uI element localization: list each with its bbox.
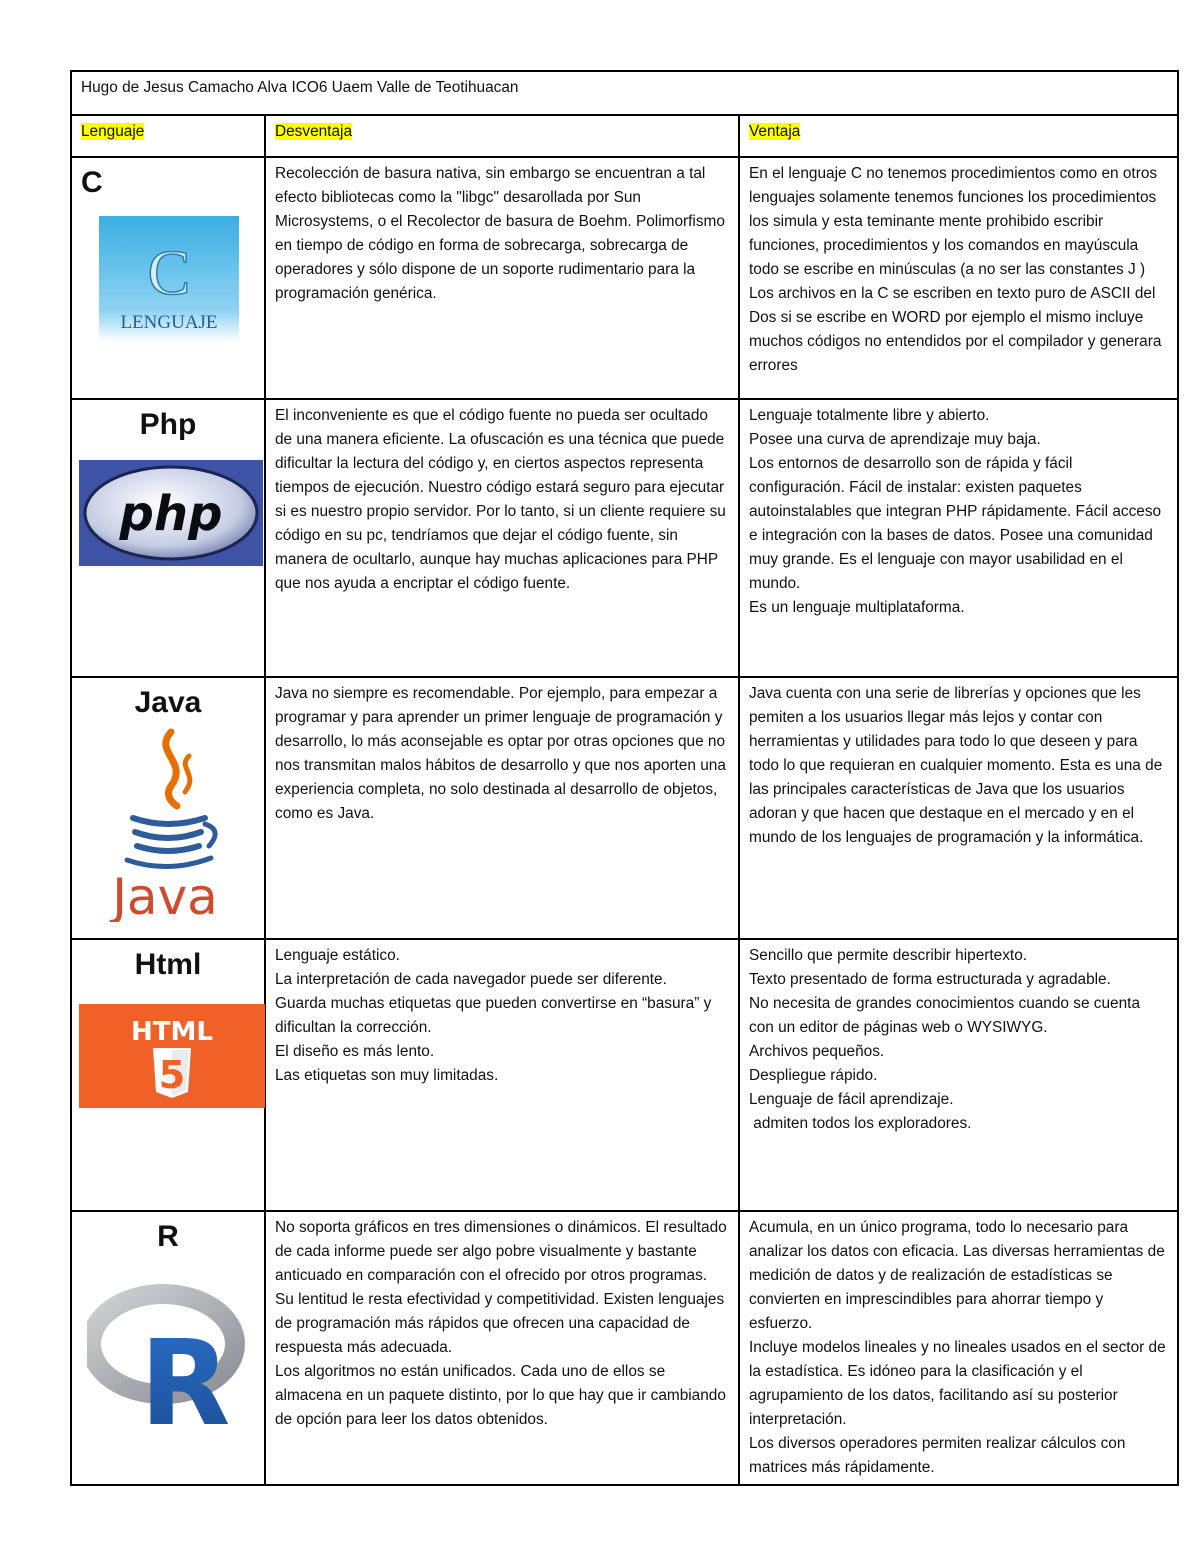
text-line: Java no siempre es recomendable. Por ejemplo, para empezar a programar y para aprender un primer lenguaje de programación y desarrollo, lo más aconsejable es optar por otras opciones que no nos transmitan malos hábitos de desarrollo y que nos aporten una experiencia completa, no solo destinada al desarrollo de objetos, como es Java. xyxy=(275,685,726,822)
text-line: El diseño es más lento. xyxy=(275,1043,435,1060)
text-line: Acumula, en un único programa, todo lo necesario para analizar los datos con eficacia. Las diversas herramientas de medición de datos y de realización de estadísticas se convierten en imprescindibles para ahorrar tiempo y esfuerzo. xyxy=(749,1219,1165,1332)
comparison-table xyxy=(70,70,1179,1486)
text-line: Recolección de basura nativa, sin embargo se encuentran a tal efecto bibliotecas como la "libgc" desarollada por Sun Microsystems, o el Recolector de basura de Boehm. Polimorfismo en tiempo de código en forma de sobrecarga, sobrecarga de operadores y sólo dispone de un soporte rudimentario para la programación genérica. xyxy=(275,165,725,302)
r-logo-letter: R xyxy=(139,1314,231,1436)
text-line: Lenguaje estático. xyxy=(275,947,400,964)
language-name: R xyxy=(157,1220,179,1253)
text-line: Los entornos de desarrollo son de rápida y fácil configuración. Fácil de instalar: existen paquetes autoinstalables que integran PHP rápidamente. Fácil acceso e integración con la bases de datos. Posee una comunidad muy grande. Es el lenguaje con mayor usabilidad en el mundo. xyxy=(749,455,1162,592)
text-line: admiten todos los exploradores. xyxy=(749,1115,972,1132)
advantage-cell xyxy=(739,157,1178,399)
text-line: Los diversos operadores permiten realizar cálculos con matrices más rápidamente. xyxy=(749,1435,1126,1476)
text-line: Despliegue rápido. xyxy=(749,1067,878,1084)
text-line: Java cuenta con una serie de librerías y opciones que les pemiten a los usuarios llegar más lejos y contar con herramientas y utilidades para todo lo que deseen y para todo lo que requieran en cualquier momento. Esta es una de las principales características de Java que los usuarios adoran y que hacen que destaque en el mercado y en el mundo de los lenguajes de programación y la informática. xyxy=(749,685,1163,846)
header-advantage: Ventaja xyxy=(749,123,801,140)
language-name: C xyxy=(81,166,103,199)
advantage-cell xyxy=(739,939,1178,1211)
text-line: Lenguaje de fácil aprendizaje. xyxy=(749,1091,954,1108)
table-row-r xyxy=(71,1211,1178,1485)
text-line: No soporta gráficos en tres dimensiones o dinámicos. El resultado de cada informe puede ser algo pobre visualmente y bastante anticuado en comparación con el ofrecido por otros programas. xyxy=(275,1219,727,1284)
text-line: Guarda muchas etiquetas que pueden convertirse en “basura” y dificultan la corrección. xyxy=(275,995,712,1036)
html5-logo-number: 5 xyxy=(158,1053,186,1097)
text-line: Sencillo que permite describir hipertexto. xyxy=(749,947,1028,964)
table-row-c xyxy=(71,157,1178,399)
advantage-cell xyxy=(739,1211,1178,1485)
text-line: Posee una curva de aprendizaje muy baja. xyxy=(749,431,1041,448)
html5-logo xyxy=(79,1004,255,1116)
advantage-cell xyxy=(739,677,1178,939)
text-line: Texto presentado de forma estructurada y agradable. xyxy=(749,971,1111,988)
c-logo-letter: C xyxy=(147,237,191,308)
language-name: Html xyxy=(134,948,202,981)
disadvantage-cell xyxy=(265,1211,739,1485)
language-name: Php xyxy=(139,408,197,441)
advantage-cell xyxy=(739,399,1178,677)
table-row-html xyxy=(71,939,1178,1211)
text-line: No necesita de grandes conocimientos cuando se cuenta con un editor de páginas web o WYSIWYG. xyxy=(749,995,1141,1036)
text-line: Lenguaje totalmente libre y abierto. xyxy=(749,407,990,424)
php-logo xyxy=(79,460,255,574)
text-line: Archivos pequeños. xyxy=(749,1043,885,1060)
text-line: Incluye modelos lineales y no lineales usados en el sector de la estadística. Es idóneo para la clasificación y el agrupamiento de los datos, facilitando así su posterior interpretación. xyxy=(749,1339,1166,1428)
html5-logo-text: HTML xyxy=(131,1017,213,1047)
header-row xyxy=(71,115,1178,157)
table-row-java xyxy=(71,677,1178,939)
header-disadvantage: Desventaja xyxy=(275,123,352,140)
c-logo xyxy=(99,216,255,350)
disadvantage-cell xyxy=(265,677,739,939)
text-line: El inconveniente es que el código fuente no pueda ser ocultado de una manera eficiente. La ofuscación es una técnica que puede dificultar la lectura del código y, en ciertos aspectos representa tiempos de ejecución. Nuestro código estará seguro para ejecutar si es nuestro propio servidor. Por lo tanto, si un cliente requiere su código en su pc, tendríamos que dejar el código fuente, sin manera de ocultarlo, aunque hay muchas aplicaciones para PHP que nos ayuda a encriptar el código fuente. xyxy=(275,407,726,592)
java-logo-text: Java xyxy=(112,868,218,922)
text-line: La interpretación de cada navegador puede ser diferente. xyxy=(275,971,667,988)
text-line: Su lentitud le resta efectividad y competitividad. Existen lenguajes de programación más rápidos que ofrecen una capacidad de respuesta más adecuada. xyxy=(275,1291,725,1356)
disadvantage-cell xyxy=(265,157,739,399)
c-logo-caption: LENGUAJE xyxy=(120,312,218,333)
text-line: Es un lenguaje multiplataforma. xyxy=(749,599,965,616)
table-row-php xyxy=(71,399,1178,677)
r-logo xyxy=(87,1276,255,1444)
text-line: Las etiquetas son muy limitadas. xyxy=(275,1067,499,1084)
header-language: Lenguaje xyxy=(81,123,145,140)
php-logo-text: php xyxy=(119,486,223,542)
text-line: En el lenguaje C no tenemos procedimientos como en otros lenguajes solamente tenemos funciones los procedimientos los simula y esta teminante mente prohibido escribir funciones, procedimientos y los comandos en mayúscula todo se escribe en minúsculas (a no ser las constantes J ) Los archivos en la C se escriben en texto puro de ASCII del Dos si se escribe en WORD por ejemplo el mismo incluye muchos códigos no entendidos por el compilador y generara errores xyxy=(749,165,1162,374)
document-title: Hugo de Jesus Camacho Alva ICO6 Uaem Valle de Teotihuacan xyxy=(71,71,1178,115)
text-line: Los algoritmos no están unificados. Cada uno de ellos se almacena en un paquete distinto, por lo que hay que ir cambiando de opción para leer los datos obtenidos. xyxy=(275,1363,726,1428)
disadvantage-cell xyxy=(265,399,739,677)
java-logo xyxy=(93,726,255,930)
disadvantage-cell xyxy=(265,939,739,1211)
language-name: Java xyxy=(134,686,202,719)
